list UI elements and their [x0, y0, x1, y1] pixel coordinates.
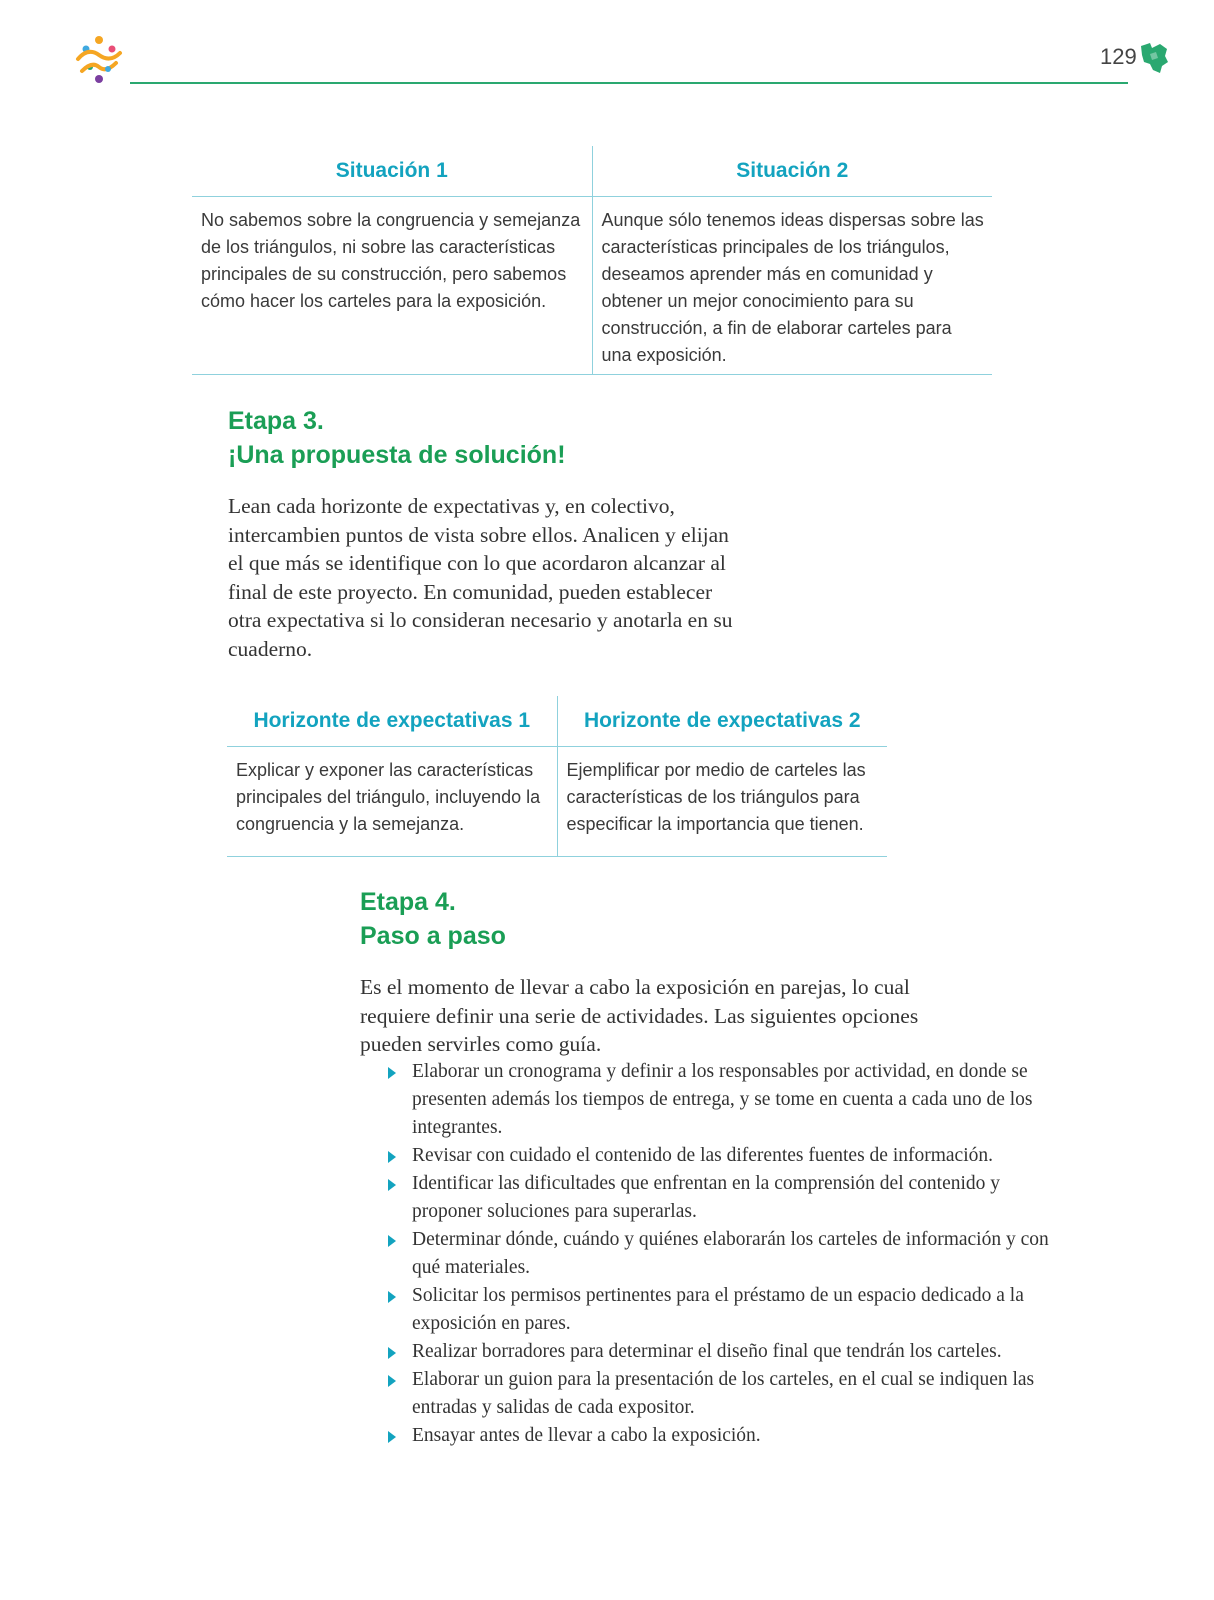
triangle-bullet-icon [388, 1151, 396, 1163]
list-item [385, 1226, 1060, 1282]
situation-1-header: Situación 1 [192, 146, 592, 197]
list-item [385, 1366, 1060, 1422]
list-item-text: Solicitar los permisos pertinentes para el préstamo de un espacio dedicado a la exposición en pares. [412, 1285, 1024, 1334]
horizon-1-header: Horizonte de expectativas 1 [227, 696, 557, 747]
list-item [385, 1170, 1060, 1226]
community-logo-icon [72, 33, 126, 87]
triangle-bullet-icon [388, 1179, 396, 1191]
activity-list [385, 1058, 1060, 1450]
situation-2-text: Aunque sólo tenemos ideas dispersas sobre las características principales de los triángulos, deseamos aprender más en comunidad y obtener un mejor conocimiento para su construcción, a fin de elaborar carteles para una exposición. [592, 197, 992, 375]
list-item-text: Ensayar antes de llevar a cabo la exposición. [412, 1425, 761, 1446]
stage-3-paragraph: Lean cada horizonte de expectativas y, en colectivo, intercambien puntos de vista sobre ellos. Analicen y elijan el que más se identifique con lo que acordaron alcanzar al final de este proyecto. En comunidad, pueden establecer otra expectativa si lo consideran necesario y anotarla en su cuaderno. [228, 494, 733, 661]
list-item-text: Determinar dónde, cuándo y quiénes elaborarán los carteles de información y con qué materiales. [412, 1229, 1049, 1278]
situation-1-text: No sabemos sobre la congruencia y semejanza de los triángulos, ni sobre las características principales de su construcción, pero sabemos cómo hacer los carteles para la exposición. [192, 197, 592, 375]
page-number: 129 [1100, 44, 1137, 69]
list-item-text: Elaborar un cronograma y definir a los responsables por actividad, en donde se presenten además los tiempos de entrega, y se tome en cuenta a cada uno de los integrantes. [412, 1061, 1033, 1138]
stage-4-paragraph: Es el momento de llevar a cabo la exposición en parejas, lo cual requiere definir una serie de actividades. Las siguientes opciones pueden servirles como guía. [360, 975, 919, 1056]
triangle-bullet-icon [388, 1431, 396, 1443]
triangle-bullet-icon [388, 1291, 396, 1303]
stage-4-heading [360, 885, 506, 953]
list-item [385, 1282, 1060, 1338]
list-item-text: Elaborar un guion para la presentación de los carteles, en el cual se indiquen las entradas y salidas de cada expositor. [412, 1369, 1035, 1418]
stage-3-title: Etapa 3. [228, 407, 324, 435]
triangle-bullet-icon [388, 1235, 396, 1247]
list-item [385, 1058, 1060, 1142]
list-item [385, 1338, 1060, 1366]
situation-2-header: Situación 2 [592, 146, 992, 197]
stage-3-subtitle: ¡Una propuesta de solución! [228, 441, 566, 469]
triangle-bullet-icon [388, 1067, 396, 1079]
horizon-2-text: Ejemplificar por medio de carteles las características de los triángulos para especificar la importancia que tienen. [557, 747, 887, 857]
stage-4-title: Etapa 4. [360, 888, 456, 916]
stage-3-heading [228, 404, 566, 472]
triangle-bullet-icon [388, 1375, 396, 1387]
triangle-bullet-icon [388, 1347, 396, 1359]
stage-4-subtitle: Paso a paso [360, 922, 506, 950]
list-item-text: Identificar las dificultades que enfrentan en la comprensión del contenido y proponer soluciones para superarlas. [412, 1173, 1001, 1222]
horizon-2-header: Horizonte de expectativas 2 [557, 696, 887, 747]
horizon-1-text: Explicar y exponer las características principales del triángulo, incluyendo la congruencia y la semejanza. [227, 747, 557, 857]
region-map-icon [1138, 40, 1170, 76]
header-rule [130, 82, 1128, 84]
list-item [385, 1142, 1060, 1170]
horizons-table [227, 696, 887, 857]
list-item-text: Revisar con cuidado el contenido de las diferentes fuentes de información. [412, 1145, 994, 1166]
list-item-text: Realizar borradores para determinar el diseño final que tendrán los carteles. [412, 1341, 1002, 1362]
list-item [385, 1422, 1060, 1450]
situations-table [192, 146, 992, 375]
